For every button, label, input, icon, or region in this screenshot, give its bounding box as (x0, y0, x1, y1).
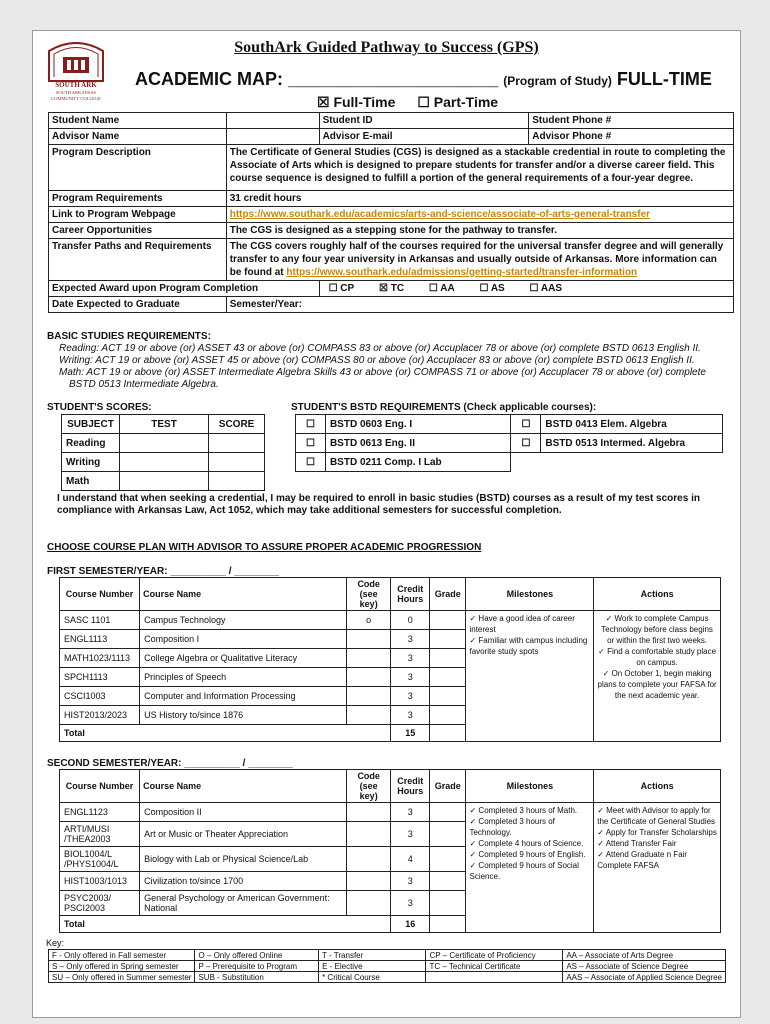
key-cell: SU – Only offered in Summer semester (49, 972, 195, 983)
grade-field[interactable] (430, 803, 466, 822)
course-name: US History to/since 1876 (140, 706, 347, 725)
student-scores-label: STUDENT'S SCORES: (47, 402, 152, 413)
logo-line2: SOUTH ARKANSAS (55, 90, 97, 95)
grade-field[interactable] (430, 872, 466, 891)
program-requirements-label: Program Requirements (49, 191, 227, 207)
course-credit: 3 (391, 649, 430, 668)
grade-field[interactable] (430, 706, 466, 725)
semester-year-field[interactable]: Semester/Year: (226, 297, 733, 313)
acknowledgement-text: I understand that when seeking a credential, I may be required to enroll in basic studies (BSTD) courses as a result of my test scores in compliance with Arkansas Law, Act 1052, which may take additional semesters for successful completion. (57, 493, 700, 516)
score-test-field[interactable] (119, 434, 208, 453)
milestone-item: ✓ Completed 9 hours of English. (469, 850, 586, 859)
course-code (346, 687, 391, 706)
course-name: College Algebra or Qualitative Literacy (140, 649, 347, 668)
course-code (346, 847, 391, 872)
header-actions: Actions (594, 770, 721, 803)
bstd-0613-checkbox[interactable]: ☐ (296, 434, 326, 453)
score-subject-writing: Writing (62, 453, 120, 472)
course-name: Campus Technology (140, 611, 347, 630)
course-name: Civilization to/since 1700 (140, 872, 347, 891)
course-credit: 4 (391, 847, 430, 872)
course-number: ARTI/MUSI /THEA2003 (60, 822, 140, 847)
milestone-item: ✓ Complete 4 hours of Science. (469, 839, 584, 848)
key-cell: SUB - Substitution (195, 972, 319, 983)
total-label: Total (60, 916, 391, 933)
graduate-date-label: Date Expected to Graduate (49, 297, 227, 313)
transfer-cell (226, 239, 733, 281)
course-number: SASC 1101 (60, 611, 140, 630)
milestone-item: ✓ Have a good idea of career interest (469, 614, 575, 634)
total-grade (430, 916, 466, 933)
student-info-table (48, 112, 734, 313)
grade-field[interactable] (430, 822, 466, 847)
advisor-name-label: Advisor Name (49, 129, 227, 145)
total-credits: 16 (391, 916, 430, 933)
score-test-field[interactable] (119, 453, 208, 472)
course-number: ENGL1113 (60, 630, 140, 649)
key-cell: S – Only offered in Spring semester (49, 961, 195, 972)
enrollment-options (317, 94, 516, 111)
award-cp-checkbox[interactable]: ☐ CP (328, 283, 355, 294)
course-credit: 3 (391, 822, 430, 847)
program-link[interactable]: https://www.southark.edu/academics/arts-and-science/associate-of-arts-general-transfer (229, 209, 651, 220)
math-requirement-cont: BSTD 0513 Intermediate Algebra. (69, 379, 219, 390)
bstd-0413-label: BSTD 0413 Elem. Algebra (541, 415, 723, 434)
student-scores-table (61, 414, 265, 491)
score-subject-math: Math (62, 472, 120, 491)
course-name: Computer and Information Processing (140, 687, 347, 706)
transfer-link[interactable]: https://www.southark.edu/admissions/getting-started/transfer-information (286, 267, 638, 278)
course-name: Composition II (140, 803, 347, 822)
total-label: Total (60, 725, 391, 742)
writing-requirement: Writing: ACT 19 or above (or) ASSET 45 or above (or) COMPASS 80 or above (or) Accuplacer 83 or above (or) complete BSTD 0613 English II. (59, 355, 695, 366)
course-name: Biology with Lab or Physical Science/Lab (140, 847, 347, 872)
bstd-0603-checkbox[interactable]: ☐ (296, 415, 326, 434)
action-item: ✓ Attend Transfer Fair (597, 839, 677, 848)
bstd-0211-checkbox[interactable]: ☐ (296, 453, 326, 472)
course-name: Art or Music or Theater Appreciation (140, 822, 347, 847)
course-number: BIOL1004/L /PHYS1004/L (60, 847, 140, 872)
scores-header-subject: SUBJECT (62, 415, 120, 434)
course-credit: 3 (391, 630, 430, 649)
header-course-number: Course Number (60, 770, 140, 803)
header-course-number: Course Number (60, 578, 140, 611)
course-code (346, 822, 391, 847)
full-time-checkbox[interactable]: ☒ Full-Time (317, 94, 396, 110)
bstd-0513-checkbox[interactable]: ☐ (511, 434, 541, 453)
key-cell: AS – Associate of Science Degree (563, 961, 726, 972)
award-label: Expected Award upon Program Completion (49, 281, 320, 297)
grade-field[interactable] (430, 630, 466, 649)
course-credit: 3 (391, 706, 430, 725)
student-name-field[interactable] (226, 113, 319, 129)
second-milestones (466, 803, 594, 933)
second-semester-table (59, 769, 721, 933)
course-number: PSYC2003/ PSCI2003 (60, 891, 140, 916)
academic-map-label: ACADEMIC MAP: _____________________ (135, 69, 499, 89)
course-credit: 3 (391, 803, 430, 822)
full-time-caps: FULL-TIME (616, 69, 712, 89)
course-code: o (346, 611, 391, 630)
logo-line1: SOUTH ARK (55, 81, 97, 89)
header-code: Code (see key) (346, 770, 391, 803)
key-cell: * Critical Course (319, 972, 426, 983)
milestone-item: ✓ Completed 3 hours of Math. (469, 806, 578, 815)
bstd-requirements-label: STUDENT'S BSTD REQUIREMENTS (Check applicable courses): (291, 402, 597, 413)
student-phone-field[interactable]: Student Phone # (529, 113, 734, 129)
key-cell: O – Only offered Online (195, 950, 319, 961)
advisor-phone-field[interactable]: Advisor Phone # (529, 129, 734, 145)
program-description-label: Program Description (49, 145, 227, 191)
course-name: Principles of Speech (140, 668, 347, 687)
action-item: ✓ Work to complete Campus Technology before class begins or within the first two weeks. (601, 614, 713, 645)
header-actions: Actions (594, 578, 721, 611)
grade-field[interactable] (430, 649, 466, 668)
header-milestones: Milestones (466, 770, 594, 803)
header-grade: Grade (430, 578, 466, 611)
key-cell: TC – Technical Certificate (426, 961, 563, 972)
score-value-field[interactable] (209, 434, 265, 453)
basic-studies-heading: BASIC STUDIES REQUIREMENTS: (47, 331, 211, 342)
part-time-checkbox[interactable]: ☐ Part-Time (417, 94, 499, 110)
academic-map-heading (135, 69, 712, 90)
bstd-requirements-table (295, 414, 723, 472)
bstd-0613-label: BSTD 0613 Eng. II (325, 434, 511, 453)
transfer-label: Transfer Paths and Requirements (49, 239, 227, 281)
course-code (346, 630, 391, 649)
course-number: SPCH1113 (60, 668, 140, 687)
course-code (346, 803, 391, 822)
course-credit: 0 (391, 611, 430, 630)
program-of-study-label: (Program of Study) (503, 74, 612, 88)
header-credit: Credit Hours (391, 578, 430, 611)
key-label: Key: (46, 938, 65, 948)
page-title: SouthArk Guided Pathway to Success (GPS) (234, 39, 539, 56)
grade-field[interactable] (430, 891, 466, 916)
course-number: HIST2013/2023 (60, 706, 140, 725)
action-item: ✓ Attend Graduate n Fair Complete FAFSA (597, 850, 688, 870)
key-cell (426, 972, 563, 983)
course-number: ENGL1123 (60, 803, 140, 822)
course-number: CSCI1003 (60, 687, 140, 706)
first-actions (594, 611, 721, 742)
grade-field[interactable] (430, 687, 466, 706)
bstd-0513-label: BSTD 0513 Intermed. Algebra (541, 434, 723, 453)
first-milestones (466, 611, 594, 742)
key-cell: AAS – Associate of Applied Science Degree (563, 972, 726, 983)
course-number: MATH1023/1113 (60, 649, 140, 668)
course-credit: 3 (391, 687, 430, 706)
key-cell: P – Prerequisite to Program (195, 961, 319, 972)
course-credit: 3 (391, 668, 430, 687)
course-name: Composition I (140, 630, 347, 649)
header-course-name: Course Name (140, 578, 347, 611)
grade-field[interactable] (430, 668, 466, 687)
course-name: General Psychology or American Government: National (140, 891, 347, 916)
program-link-label: Link to Program Webpage (49, 207, 227, 223)
program-description: The Certificate of General Studies (CGS) is designed as a stackable credential in route to completing the Associate of Arts which is designed to prepare students for transfer and/or a diverse career field. This course sequence is designed to fulfill a portion of the general requirements of a four-year degree. (226, 145, 733, 191)
second-semester-label: SECOND SEMESTER/YEAR: __________ / ________ (47, 758, 293, 769)
milestone-item: ✓ Completed 9 hours of Social Science. (469, 861, 579, 881)
score-value-field[interactable] (209, 472, 265, 491)
course-code (346, 668, 391, 687)
grade-field[interactable] (430, 611, 466, 630)
key-cell: E - Elective (319, 961, 426, 972)
grade-field[interactable] (430, 847, 466, 872)
course-credit: 3 (391, 872, 430, 891)
scores-header-score: SCORE (209, 415, 265, 434)
advisor-name-field[interactable] (226, 129, 319, 145)
award-as-checkbox[interactable]: ☐ AS (479, 283, 505, 294)
action-item: ✓ Find a comfortable study place on campus. (598, 647, 717, 667)
course-code (346, 872, 391, 891)
advisor-email-field[interactable]: Advisor E-mail (319, 129, 529, 145)
program-requirements: 31 credit hours (226, 191, 733, 207)
bstd-0603-label: BSTD 0603 Eng. I (325, 415, 511, 434)
course-code (346, 706, 391, 725)
bstd-0413-checkbox[interactable]: ☐ (511, 415, 541, 434)
key-table (48, 949, 726, 983)
key-cell: AA – Associate of Arts Degree (563, 950, 726, 961)
action-item: ✓ Meet with Advisor to apply for the Certificate of General Studies (597, 806, 716, 826)
header-course-name: Course Name (140, 770, 347, 803)
student-name-label: Student Name (49, 113, 227, 129)
course-code (346, 649, 391, 668)
score-test-field[interactable] (119, 472, 208, 491)
header-code: Code (see key) (346, 578, 391, 611)
choose-plan-heading: CHOOSE COURSE PLAN WITH ADVISOR TO ASSURE PROPER ACADEMIC PROGRESSION (47, 542, 482, 553)
award-aa-checkbox[interactable]: ☐ AA (428, 283, 455, 294)
course-code (346, 891, 391, 916)
total-grade (430, 725, 466, 742)
key-cell: CP – Certificate of Proficiency (426, 950, 563, 961)
milestone-item: ✓ Familiar with campus including favorite study spots (469, 636, 588, 656)
first-semester-table (59, 577, 721, 742)
second-actions (594, 803, 721, 933)
scores-header-test: TEST (119, 415, 208, 434)
career-label: Career Opportunities (49, 223, 227, 239)
logo-line3: COMMUNITY COLLEGE (51, 96, 101, 101)
key-cell: F - Only offered in Fall semester (49, 950, 195, 961)
score-subject-reading: Reading (62, 434, 120, 453)
bstd-0211-label: BSTD 0211 Comp. I Lab (325, 453, 511, 472)
score-value-field[interactable] (209, 453, 265, 472)
header-grade: Grade (430, 770, 466, 803)
reading-requirement: Reading: ACT 19 or above (or) ASSET 43 or above (or) COMPASS 83 or above (or) Accuplacer 78 or above (or) complete BSTD 0613 English II. (59, 343, 701, 354)
header-milestones: Milestones (466, 578, 594, 611)
milestone-item: ✓ Completed 3 hours of Technology. (469, 817, 555, 837)
award-aas-checkbox[interactable]: ☐ AAS (529, 283, 562, 294)
header-credit: Credit Hours (391, 770, 430, 803)
action-item: ✓ Apply for Transfer Scholarships (597, 828, 717, 837)
first-semester-label: FIRST SEMESTER/YEAR: __________ / ________ (47, 566, 279, 577)
document-page (32, 30, 741, 1018)
total-credits: 15 (391, 725, 430, 742)
career-text: The CGS is designed as a stepping stone for the pathway to transfer. (226, 223, 733, 239)
course-credit: 3 (391, 891, 430, 916)
student-id-field[interactable]: Student ID (319, 113, 529, 129)
transfer-text: The CGS covers roughly half of the courses required for the universal transfer degree and will generally transfer to any four year university in Arkansas and usually outside of Arkansas. More information can be found at (229, 241, 724, 278)
course-number: HIST1003/1013 (60, 872, 140, 891)
key-cell: T - Transfer (319, 950, 426, 961)
basic-studies-section (47, 331, 727, 391)
math-requirement: Math: ACT 19 or above (or) ASSET Intermediate Algebra Skills 43 or above (or) COMPASS 71 or above (or) Accuplacer 78 or above (or) complete (59, 367, 706, 378)
award-tc-checkbox[interactable]: ☒ TC (378, 283, 405, 294)
award-options (319, 281, 733, 297)
action-item: ✓ On October 1, begin making plans to complete your FAFSA for the next academic year. (597, 669, 717, 700)
